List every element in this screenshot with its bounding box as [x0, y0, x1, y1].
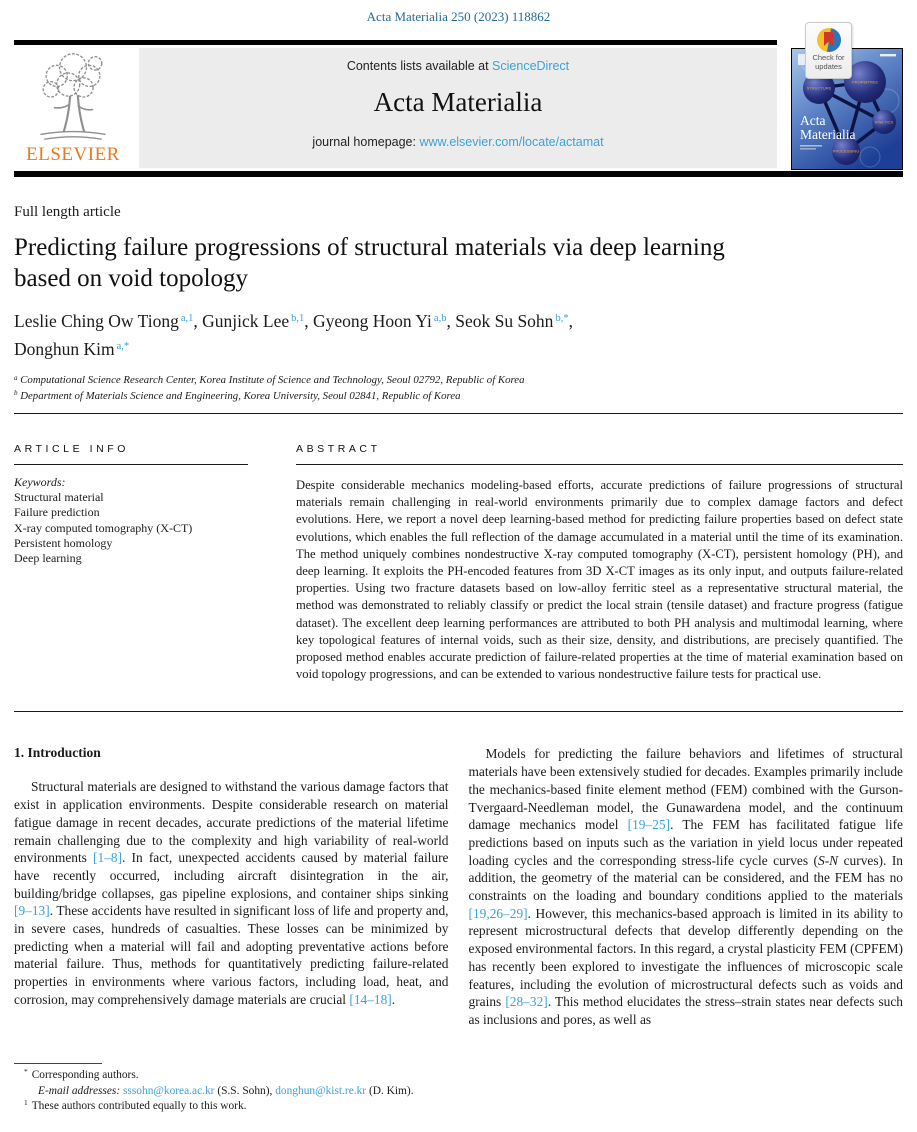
- elsevier-wordmark: ELSEVIER: [26, 144, 120, 165]
- contents-lists-line: [139, 59, 777, 73]
- journal-header: [14, 40, 903, 177]
- affiliation-a: [14, 373, 903, 389]
- abstract-column: [296, 443, 903, 683]
- check-for-updates-badge[interactable]: [805, 22, 852, 79]
- article-title-line2: based on void topology: [14, 265, 249, 292]
- text-run: curves). In addition, the geometry of the material can be considered, and the FEM has no constraints on the loading and boundary conditions applied to the materials: [468, 852, 903, 904]
- section-heading-introduction: 1. Introduction: [14, 745, 101, 761]
- text-run: journal homepage:: [312, 135, 420, 149]
- cover-label-structure: STRUCTURE: [806, 85, 832, 91]
- text-run: Models for predicting the failure behaviors and lifetimes of structural materials have been extensively studied for decades. Examples primarily include the mechanics-based finite element method (FEM) combined with the Gurson-Tvergaard-Needleman model, the Gunawardena model, and the continuum damage mechanics model: [468, 746, 903, 833]
- journal-title: Acta Materialia: [373, 87, 543, 117]
- journal-homepage-link[interactable]: www.elsevier.com/locate/actamat: [419, 135, 604, 149]
- header-top-rule: [14, 40, 777, 45]
- text-run: Corresponding authors.: [31, 1069, 139, 1081]
- affiliation-a-text: Computational Science Research Center, Korea Institute of Science and Technology, Seoul 02792, Republic of Korea: [20, 374, 525, 386]
- check-updates-line2: updates: [815, 62, 842, 71]
- text-run: ,: [568, 311, 573, 331]
- sciencedirect-link[interactable]: ScienceDirect: [492, 59, 570, 73]
- elsevier-tree-icon: [25, 48, 121, 146]
- text-run: Donghun Kim: [14, 339, 115, 359]
- ref-14-18[interactable]: [14–18]: [349, 991, 392, 1007]
- cover-title-line1: Acta: [800, 113, 826, 128]
- affiliation-a-marker: a: [14, 373, 18, 382]
- author-list: [14, 309, 903, 365]
- text-run: Structural materials are designed to withstand the various damage factors that exist in application environments. Despite considerable research on material fatigue damage in recent decades, accurate predictions of the material lifetime remain challenging due to the complexity and high variability of real-world environments: [14, 779, 449, 866]
- ref-19-25[interactable]: [19–25]: [627, 817, 671, 833]
- article-type-label: Full length article: [14, 204, 121, 220]
- affiliation-b-text: Department of Materials Science and Engineering, Korea University, Seoul 02841, Republic of Korea: [20, 389, 461, 402]
- text-run: b,*: [555, 313, 569, 325]
- journal-masthead: [139, 48, 777, 168]
- elsevier-logo[interactable]: [14, 48, 132, 168]
- ref-19-26-29[interactable]: [19,26–29]: [468, 905, 528, 921]
- footnote-corresponding: [24, 1068, 903, 1084]
- author-line-1: [14, 309, 903, 337]
- intro-paragraph-2: [469, 745, 904, 1028]
- ref-9-13[interactable]: [9–13]: [14, 903, 50, 919]
- crossmark-icon: [817, 28, 841, 52]
- footnote-equal-contribution: [24, 1099, 903, 1115]
- keywords-block: [14, 475, 248, 566]
- text-run: *: [24, 1067, 28, 1077]
- text-run: a,b: [433, 313, 447, 325]
- affiliation-b-marker: b: [14, 389, 18, 397]
- footnote-emails: [38, 1084, 903, 1100]
- footnote-rule: [14, 1063, 102, 1064]
- ref-28-32[interactable]: [28–32]: [505, 994, 548, 1010]
- text-run: ,: [304, 311, 313, 331]
- text-run: . These accidents have resulted in significant loss of life and property and, in severe cases, hundreds of casualties. These losses can be minimized by predicting when a material will fail and adopting preventative actions before material failure. Thus, methods for quantitatively predicting failure-related properties in environments where various factors, including load, heat, and corrosion, may comprehensively damage materials are crucial: [14, 903, 449, 1007]
- text-run: Seok Su Sohn: [455, 311, 554, 331]
- cover-label-kinetics: KINETICS: [874, 119, 894, 125]
- text-run: a,1: [180, 313, 194, 325]
- text-run: .: [391, 991, 396, 1007]
- text-run: b,1: [291, 313, 305, 325]
- text-run: ,: [446, 311, 456, 331]
- text-run: ,: [193, 311, 203, 331]
- text-run: . However, this mechanics-based approach is limited in its ability to represent microstructural defects that develop differently depending on the exposed environmental factors. In this regard, a crystal plasticity FEM (CPFEM) has recently been explored to investigate the influences of microscopic scale features, including the evolution of microstructural defects such as voids and grains: [468, 905, 903, 1010]
- email-kim-link[interactable]: donghun@kist.re.kr: [275, 1084, 367, 1097]
- text-run: Gyeong Hoon Yi: [312, 311, 432, 331]
- affiliations: [14, 373, 903, 404]
- text-run: Gunjick Lee: [202, 311, 290, 331]
- keyword-item: X-ray computed tomography (X-CT): [14, 520, 193, 535]
- abstract-text: Despite considerable mechanics modeling-based efforts, accurate predictions of failure progressions of structural materials remain challenging in real-world environments primarily due to complex damage factors and defect evolutions. Here, we report a novel deep learning-based method for predicting failure properties based on defect state evolutions, which enables the full reflection of the damage accumulated in a material until the time of its examination. The method uniquely combines nondestructive X-ray computed tomography (X-CT), persistent homology (PH), and deep learning. It exploits the PH-encoded features from 3D X-CT images as its only input, and outputs failure-related properties. Using two fracture datasets based on low-alloy ferritic steel as a representative structural material, the method was demonstrated to reliably classify or predict the local strain (tensile dataset) and fracture progress (fatigue dataset). The excellent deep learning performances are attributed to both PH analysis and multimodal learning, where key topological features of internal voids, such as their size, density, and distributions, are precisely quantified. The proposed method enables accurate prediction of failure-related properties at the time of material examination based on void topology progressions, and can be extended to various nondestructive failure tests for practical use.: [296, 478, 903, 682]
- article-info-heading: ARTICLE INFO: [14, 443, 129, 455]
- text-run: (D. Kim).: [366, 1084, 414, 1097]
- text-run: . This method elucidates the stress–strain states near defects such as inclusions and pores, as well as: [468, 994, 903, 1027]
- text-run: S-N: [818, 852, 839, 868]
- header-bottom-rule: [14, 171, 903, 177]
- keywords-label: Keywords:: [14, 475, 66, 489]
- footnotes: [14, 1063, 903, 1115]
- bookmark-icon: [824, 32, 833, 46]
- email-sohn-link[interactable]: sssohn@korea.ac.kr: [123, 1084, 215, 1097]
- ref-1-8[interactable]: [1–8]: [93, 850, 123, 866]
- intro-left-column: [14, 745, 449, 1028]
- text-run: Contents lists available at: [346, 59, 493, 73]
- text-run: 1: [24, 1098, 28, 1108]
- text-run: . The FEM has facilitated fatigue life predictions based on inputs such as the variation in yield locus under repeated loading cycles and the corresponding stress-life cycle curves (: [468, 817, 903, 868]
- author-line-2: [14, 337, 903, 365]
- keyword-item: Deep learning: [14, 551, 82, 566]
- text-run: These authors contributed equally to this work.: [31, 1100, 247, 1113]
- article-title-line1: Predicting failure progressions of structural materials via deep learning: [14, 234, 725, 261]
- article-info-column: [14, 443, 248, 683]
- article-title: [14, 232, 903, 294]
- abstract-rule: [296, 464, 903, 465]
- abstract-heading: ABSTRACT: [296, 443, 381, 455]
- text-run: a,*: [116, 341, 130, 353]
- text-run: (S.S. Sohn),: [214, 1084, 276, 1097]
- intro-right-column: [469, 745, 904, 1028]
- text-run: . In fact, unexpected accidents caused by material failure have recently occurred, including aircraft disintegration in the air, building/bridge collapses, gas pipeline explosions, and container ships sinking: [14, 850, 449, 901]
- intro-paragraph-1: [14, 778, 449, 1008]
- cover-title-line2: Materialia: [800, 127, 856, 142]
- article-info-rule: [14, 464, 248, 465]
- text-run: Leslie Ching Ow Tiong: [14, 311, 179, 331]
- cover-label-properties: PROPERTIES: [852, 79, 878, 85]
- cover-label-processing: PROCESSING: [832, 148, 860, 154]
- journal-citation[interactable]: Acta Materialia 250 (2023) 118862: [366, 9, 551, 24]
- journal-homepage-line: [139, 135, 777, 149]
- check-updates-line1: Check for: [812, 53, 845, 62]
- affiliation-b: [14, 389, 903, 405]
- keyword-item: Persistent homology: [14, 535, 113, 550]
- keyword-item: Structural material: [14, 490, 104, 505]
- text-run: E-mail addresses:: [38, 1084, 123, 1097]
- keyword-item: Failure prediction: [14, 505, 100, 520]
